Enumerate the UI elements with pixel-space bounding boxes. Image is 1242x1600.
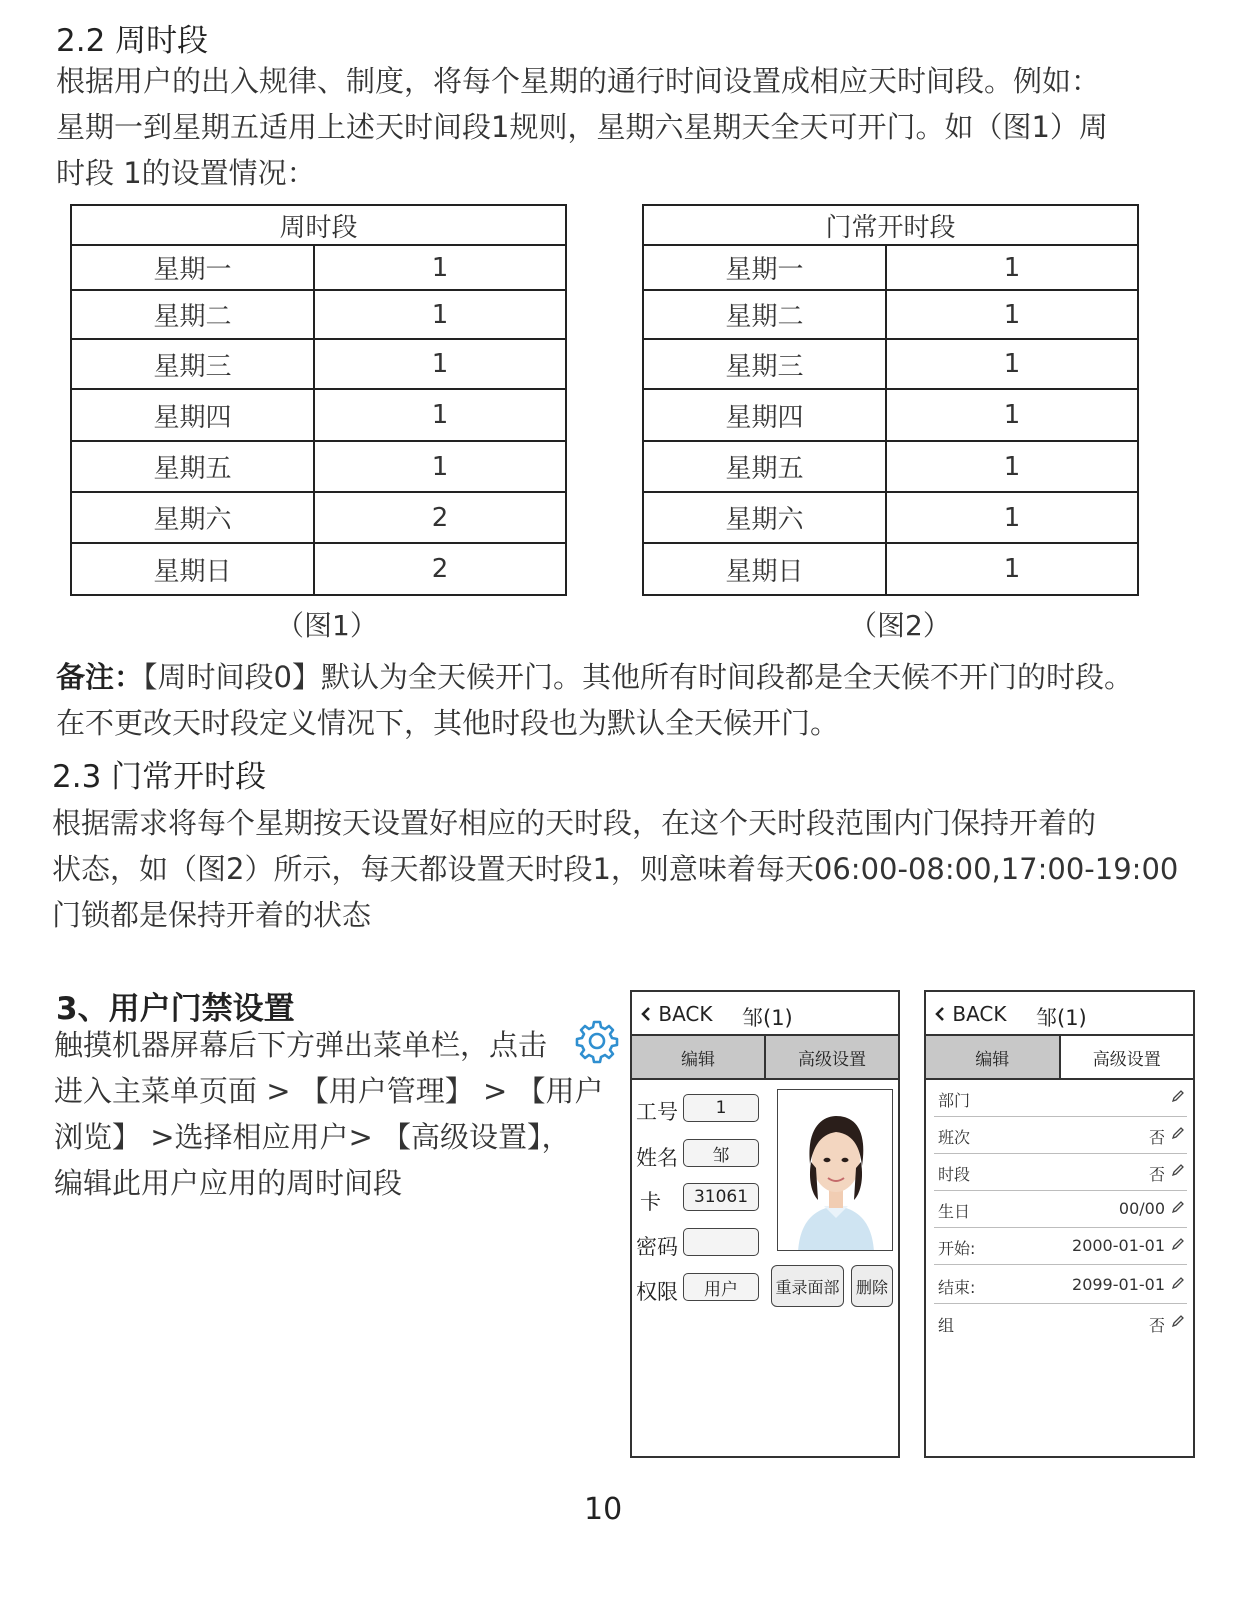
setting-row-shift[interactable] [934, 1117, 1187, 1154]
table-cell-value: 1 [886, 339, 1138, 389]
edit-pencil-icon[interactable] [1171, 1276, 1185, 1290]
table-cell-day: 星期三 [71, 339, 314, 389]
figure-caption-1: （图1） [276, 609, 378, 642]
edit-pencil-icon[interactable] [1171, 1237, 1185, 1251]
figure-caption-2: （图2） [849, 609, 951, 642]
back-label: BACK [658, 1002, 713, 1026]
user-photo [777, 1089, 893, 1251]
note-label: 备注： [56, 660, 144, 694]
screen-tabs [632, 1034, 898, 1080]
paragraph-line: 编辑此用户应用的周时间段 [54, 1166, 403, 1200]
id-field[interactable]: 1 [683, 1094, 759, 1122]
table-cell-value: 2 [314, 543, 566, 595]
card-label: 卡 [640, 1190, 661, 1214]
paragraph-line: 进入主菜单页面 > 【用户管理】 > 【用户 [54, 1074, 604, 1108]
table-cell-day: 星期二 [643, 290, 886, 339]
table-cell-value: 2 [314, 492, 566, 543]
setting-row-birthday[interactable] [934, 1191, 1187, 1228]
table-cell-day: 星期日 [71, 543, 314, 595]
back-button[interactable] [934, 1002, 1007, 1026]
paragraph-line: 状态，如（图2）所示，每天都设置天时段1，则意味着每天06:00-08:00,17:00-19:00 [52, 852, 1179, 886]
tab-advanced[interactable]: 高级设置 [1059, 1036, 1194, 1078]
edit-pencil-icon[interactable] [1171, 1314, 1185, 1328]
table-cell-day: 星期三 [643, 339, 886, 389]
edit-pencil-icon[interactable] [1171, 1089, 1185, 1103]
table-cell-value: 1 [886, 389, 1138, 441]
tab-advanced[interactable]: 高级设置 [764, 1036, 898, 1078]
name-label: 姓名 [636, 1146, 678, 1170]
setting-label: 开始: [938, 1239, 976, 1258]
setting-label: 部门 [938, 1091, 971, 1110]
note-line-2: 在不更改天时段定义情况下，其他时段也为默认全天候开门。 [56, 706, 840, 740]
setting-row-department[interactable] [934, 1080, 1187, 1117]
setting-row-period[interactable] [934, 1154, 1187, 1191]
paragraph-line: 根据需求将每个星期按天设置好相应的天时段，在这个天时段范围内门保持开着的 [52, 806, 1097, 840]
tab-edit[interactable]: 编辑 [632, 1036, 764, 1078]
table-cell-value: 1 [314, 245, 566, 290]
setting-row-start-date[interactable] [934, 1228, 1187, 1265]
name-field[interactable]: 邹 [683, 1139, 759, 1167]
paragraph-line: 时段 1的设置情况： [56, 156, 316, 190]
table-cell-value: 1 [314, 339, 566, 389]
section-2-2-title: 2.2 周时段 [56, 23, 209, 59]
table-cell-day: 星期一 [643, 245, 886, 290]
back-label: BACK [952, 1002, 1007, 1026]
setting-label: 班次 [938, 1128, 971, 1147]
section-3-paragraph [54, 1022, 603, 1206]
password-label: 密码 [636, 1235, 678, 1259]
screen-header [926, 992, 1193, 1034]
setting-value: 2000-01-01 [1072, 1236, 1165, 1255]
table-cell-day: 星期日 [643, 543, 886, 595]
table-header: 门常开时段 [643, 205, 1138, 245]
chevron-left-icon [640, 1006, 652, 1022]
page-number: 10 [584, 1492, 623, 1527]
tab-edit[interactable]: 编辑 [926, 1036, 1059, 1078]
setting-row-end-date[interactable] [934, 1267, 1187, 1304]
table-cell-value: 1 [314, 389, 566, 441]
user-name-title: 邹(1) [742, 1006, 793, 1030]
table-cell-day: 星期六 [643, 492, 886, 543]
table-cell-day: 星期一 [71, 245, 314, 290]
reenroll-face-button[interactable]: 重录面部 [771, 1265, 844, 1307]
table-cell-value: 1 [886, 543, 1138, 595]
paragraph-line: 触摸机器屏幕后下方弹出菜单栏，点击 [54, 1028, 548, 1062]
screen-tabs [926, 1034, 1193, 1080]
table-cell-day: 星期四 [643, 389, 886, 441]
user-edit-screen [630, 990, 900, 1458]
card-field[interactable]: 31061 [683, 1183, 759, 1211]
advanced-settings-screen [924, 990, 1195, 1458]
portrait-image [778, 1090, 893, 1251]
section-2-3-paragraph [52, 800, 1178, 938]
table-cell-value: 1 [314, 290, 566, 339]
table-header: 周时段 [71, 205, 566, 245]
door-open-period-table [642, 204, 1139, 596]
paragraph-line: 星期一到星期五适用上述天时间段1规则，星期六星期天全天可开门。如（图1）周 [56, 110, 1108, 144]
edit-pencil-icon[interactable] [1171, 1163, 1185, 1177]
setting-value: 否 [1148, 1165, 1165, 1184]
setting-value: 2099-01-01 [1072, 1275, 1165, 1294]
section-2-3-title: 2.3 门常开时段 [52, 759, 267, 795]
paragraph-line: 门锁都是保持开着的状态 [52, 898, 372, 932]
week-period-table [70, 204, 567, 596]
edit-pencil-icon[interactable] [1171, 1200, 1185, 1214]
table-cell-day: 星期五 [71, 441, 314, 492]
setting-value: 否 [1148, 1316, 1165, 1335]
table-cell-value: 1 [886, 441, 1138, 492]
table-cell-day: 星期六 [71, 492, 314, 543]
setting-label: 组 [938, 1316, 955, 1335]
gear-icon [574, 1018, 620, 1064]
table-cell-day: 星期二 [71, 290, 314, 339]
edit-pencil-icon[interactable] [1171, 1126, 1185, 1140]
screen-header [632, 992, 898, 1034]
permission-label: 权限 [636, 1280, 678, 1304]
note-block [56, 654, 1133, 746]
section-3-title: 3、用户门禁设置 [56, 991, 295, 1027]
delete-button[interactable]: 删除 [851, 1265, 893, 1307]
table-cell-day: 星期四 [71, 389, 314, 441]
note-line-1: 【周时间段0】默认为全天候开门。其他所有时间段都是全天候不开门的时段。 [143, 660, 1133, 694]
user-name-title: 邹(1) [1036, 1006, 1087, 1030]
password-field[interactable] [683, 1228, 759, 1256]
setting-label: 结束: [938, 1278, 976, 1297]
setting-row-group[interactable] [934, 1305, 1187, 1342]
id-label: 工号 [636, 1100, 678, 1124]
section-2-2-paragraph [56, 58, 1108, 196]
paragraph-line: 浏览】 >选择相应用户> 【高级设置】， [54, 1120, 571, 1154]
chevron-left-icon [934, 1006, 946, 1022]
setting-value: 否 [1148, 1128, 1165, 1147]
table-cell-value: 1 [886, 492, 1138, 543]
table-cell-value: 1 [886, 290, 1138, 339]
setting-label: 时段 [938, 1165, 971, 1184]
table-cell-value: 1 [886, 245, 1138, 290]
paragraph-line: 根据用户的出入规律、制度，将每个星期的通行时间设置成相应天时间段。例如： [56, 64, 1101, 98]
back-button[interactable] [640, 1002, 713, 1026]
permission-field[interactable]: 用户 [683, 1273, 759, 1301]
table-cell-value: 1 [314, 441, 566, 492]
setting-label: 生日 [938, 1202, 971, 1221]
table-cell-day: 星期五 [643, 441, 886, 492]
setting-value: 00/00 [1118, 1199, 1165, 1218]
